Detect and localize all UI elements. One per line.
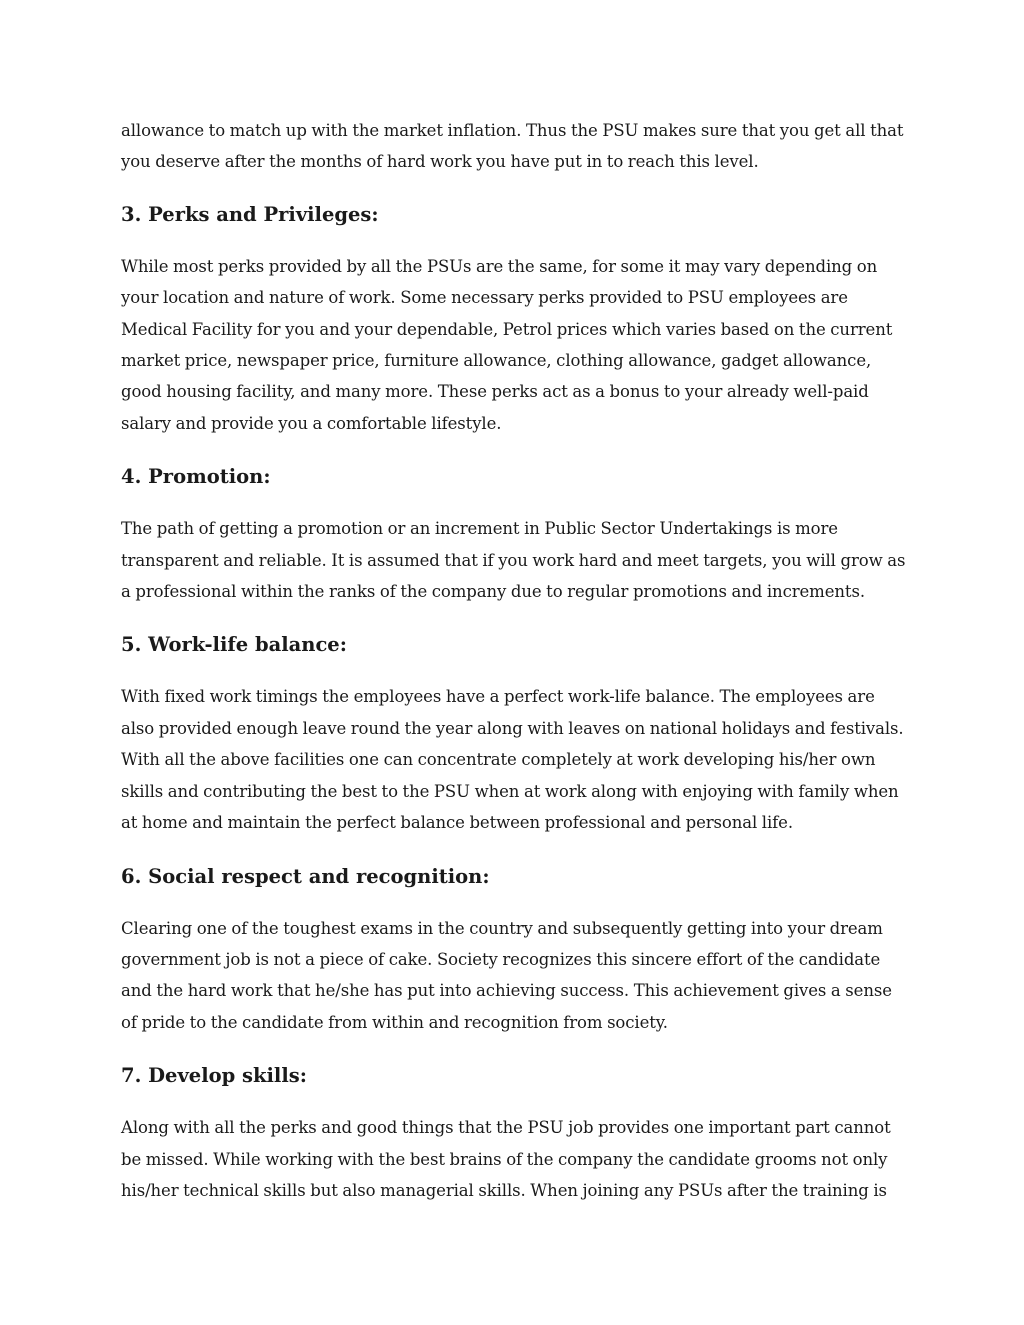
section-body-promotion: The path of getting a promotion or an increment in Public Sector Undertakings is more transparent and reliable. It is assumed that if you work hard and meet targets, you will grow as a professional within the ranks of the company due to regular promotions and increments. [121,519,906,602]
section-heading-develop-skills: 7. Develop skills: [121,1064,307,1088]
intro-paragraph: allowance to match up with the market inflation. Thus the PSU makes sure that you get all that you deserve after the months of hard work you have put in to reach this level. [121,121,904,172]
document-page [121,115,911,1228]
section-body-perks: While most perks provided by all the PSUs are the same, for some it may vary depending on your location and nature of work. Some necessary perks provided to PSU employees are Medical Facility for you and your dependable, Petrol prices which varies based on the current market price, newspaper price, furniture allowance, clothing allowance, gadget allowance, good housing facility, and many more. These perks act as a bonus to your already well-paid salary and provide you a comfortable lifestyle. [121,256,893,433]
section-body-social-respect: Clearing one of the toughest exams in the country and subsequently getting into your dream government job is not a piece of cake. Society recognizes this sincere effort of the candidate and the hard work that he/she has put into achieving success. This achievement gives a sense of pride to the candidate from within and recognition from society. [121,918,892,1032]
section-body-develop-skills: Along with all the perks and good things that the PSU job provides one important part cannot be missed. While working with the best brains of the company the candidate grooms not only his/her technical skills but also managerial skills. When joining any PSUs after the training is [121,1118,891,1200]
section-heading-work-life-balance: 5. Work-life balance: [121,633,347,657]
section-body-work-life-balance: With fixed work timings the employees have a perfect work-life balance. The employees are also provided enough leave round the year along with leaves on national holidays and festivals. With all the above facilities one can concentrate completely at work developing his/her own skills and contributing the best to the PSU when at work along with enjoying with family when at home and maintain the perfect balance between professional and personal life. [121,687,904,833]
section-heading-perks: 3. Perks and Privileges: [121,202,379,226]
section-heading-social-respect: 6. Social respect and recognition: [121,864,490,888]
section-heading-promotion: 4. Promotion: [121,465,271,489]
